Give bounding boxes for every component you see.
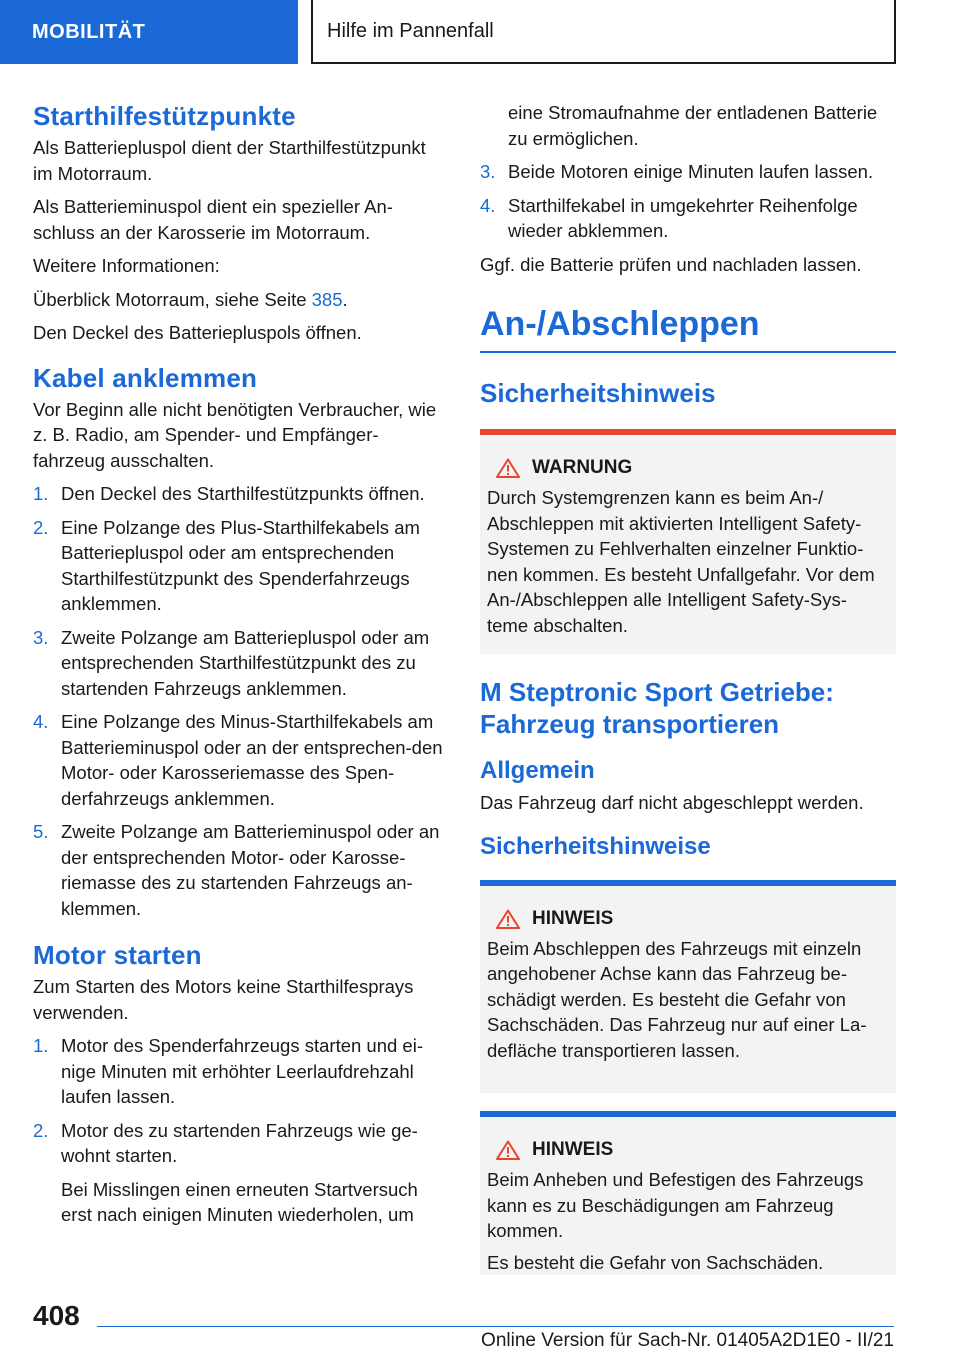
footer-divider xyxy=(97,1326,894,1327)
step-number: 1. xyxy=(33,483,49,504)
paragraph: Weitere Informationen: xyxy=(33,255,220,276)
kabel-steps-list xyxy=(33,481,443,921)
right-column xyxy=(480,100,896,1275)
warning-triangle-icon xyxy=(496,1140,520,1160)
heading-sicherheitshinweis: Sicherheitshinweis xyxy=(480,378,716,408)
list-item xyxy=(33,625,443,702)
header-chapter xyxy=(311,0,896,64)
list-item xyxy=(480,159,896,185)
step-number: 4. xyxy=(480,194,496,216)
list-item xyxy=(33,709,443,811)
warning-text: Durch Systemgrenzen kann es beim An-/ Abschleppen mit aktivierten Intelligent Safety-Systemen zu Fehlverhalten einzelner Funktio-nen kommen. Es besteht Unfallgefahr. Vor dem An-/Abschleppen alle Intelligent Safety-Sys-teme abschalten. xyxy=(487,487,875,636)
page-link[interactable]: 385 xyxy=(311,288,343,310)
paragraph: Das Fahrzeug darf nicht abgeschleppt werden. xyxy=(480,792,864,813)
note-text: Es besteht die Gefahr von Sachschäden. xyxy=(487,1251,824,1273)
header-section xyxy=(0,0,298,64)
page-number: 408 xyxy=(33,1300,80,1331)
footer-version: Online Version für Sach-Nr. 01405A2D1E0 - II/21 xyxy=(481,1330,894,1351)
continued-steps-list xyxy=(480,100,896,244)
left-column xyxy=(33,100,443,1236)
paragraph: Als Batterieminuspol dient ein spezieller An-schluss an der Karosserie im Motorraum. xyxy=(33,196,393,243)
paragraph: Als Batteriepluspol dient der Starthilfestützpunkt im Motorraum. xyxy=(33,137,426,184)
heading-m-steptronic: M Steptronic Sport Getriebe: Fahrzeug transportieren xyxy=(480,677,834,739)
header-section-label: MOBILITÄT xyxy=(32,20,146,43)
heading-an-abschleppen: An-/Abschleppen xyxy=(480,303,896,353)
list-item xyxy=(480,193,896,244)
warning-box xyxy=(480,429,896,654)
reference-end: . xyxy=(342,288,348,310)
heading-starthilfestuetzpunkte: Starthilfestützpunkte xyxy=(33,101,296,131)
list-item xyxy=(33,1033,443,1110)
reference-text: Überblick Motorraum, siehe Seite xyxy=(33,288,312,310)
step-text: Eine Polzange des Minus-Starthilfekabels am Batterieminuspol oder an der entsprechen-den Motor- oder Karosseriemasse des Spen-derfahrzeugs anklemmen. xyxy=(61,711,443,809)
note-label: HINWEIS xyxy=(532,1139,614,1160)
list-item xyxy=(33,1118,443,1228)
note-label: HINWEIS xyxy=(532,907,614,929)
warning-triangle-icon xyxy=(496,458,520,478)
list-item xyxy=(33,481,443,507)
step-number: 4. xyxy=(33,711,49,732)
note-title xyxy=(487,886,888,936)
paragraph-reference xyxy=(33,287,443,313)
step-extra-text: Bei Misslingen einen erneuten Startversuch erst nach einigen Minuten wiederholen, um xyxy=(61,1178,418,1225)
paragraph: Zum Starten des Motors keine Starthilfesprays verwenden. xyxy=(33,976,414,1023)
list-item xyxy=(33,515,443,617)
step-text: Den Deckel des Starthilfestützpunkts öffnen. xyxy=(61,483,425,504)
step-text: Beide Motoren einige Minuten laufen lassen. xyxy=(508,161,874,182)
step-number: 5. xyxy=(33,821,49,842)
step-text: Zweite Polzange am Batterieminuspol oder an der entsprechenden Motor- oder Karosse-riemasse des zu startenden Fahrzeugs an-klemmen. xyxy=(61,821,440,919)
heading-kabel-anklemmen: Kabel anklemmen xyxy=(33,362,258,393)
step-text: Eine Polzange des Plus-Starthilfekabels am Batteriepluspol oder am entsprechenden Starthilfestützpunkt des Spenderfahrzeugs anklemmen. xyxy=(61,516,420,614)
note-text: Beim Abschleppen des Fahrzeugs mit einzeln angehobener Achse kann das Fahrzeug be-schädigt werden. Es besteht die Gefahr von Sachschäden. Das Fahrzeug nur auf einer La-defläche transportieren lassen. xyxy=(487,937,867,1061)
paragraph: Vor Beginn alle nicht benötigten Verbraucher, wie z. B. Radio, am Spender- und Empfänger-fahrzeug ausschalten. xyxy=(33,398,437,471)
note-title xyxy=(487,1117,888,1167)
step-number: 3. xyxy=(33,626,49,648)
heading-allgemein: Allgemein xyxy=(480,757,595,784)
warning-label: WARNUNG xyxy=(532,457,633,478)
note-box xyxy=(480,1111,896,1275)
step-number: 1. xyxy=(33,1035,49,1056)
step-text: Motor des zu startenden Fahrzeugs wie ge-wohnt starten. xyxy=(61,1119,418,1166)
step-text: Motor des Spenderfahrzeugs starten und ei-nige Minuten mit erhöhter Leerlaufdrehzahl laufen lassen. xyxy=(61,1035,423,1107)
note-text: Beim Anheben und Befestigen des Fahrzeugs kann es zu Beschädigungen am Fahrzeug kommen. xyxy=(487,1169,864,1241)
paragraph: Den Deckel des Batteriepluspols öffnen. xyxy=(33,322,362,343)
continued-text: eine Stromaufnahme der entladenen Batterie zu ermöglichen. xyxy=(508,102,878,149)
warning-triangle-icon xyxy=(496,909,520,929)
warning-title xyxy=(487,435,888,485)
heading-motor-starten: Motor starten xyxy=(33,940,202,970)
step-number: 3. xyxy=(480,161,496,182)
note-box xyxy=(480,880,896,1094)
list-item xyxy=(33,819,443,921)
step-text: Zweite Polzange am Batteriepluspol oder am entsprechenden Starthilfestützpunkt des zu startenden Fahrzeugs anklemmen. xyxy=(61,626,430,699)
list-item-continued xyxy=(480,100,896,151)
paragraph: Ggf. die Batterie prüfen und nachladen lassen. xyxy=(480,253,862,275)
step-number: 2. xyxy=(33,516,49,538)
step-text: Starthilfekabel in umgekehrter Reihenfolge wieder abklemmen. xyxy=(508,194,858,241)
step-number: 2. xyxy=(33,1119,49,1141)
heading-sicherheitshinweise: Sicherheitshinweise xyxy=(480,832,711,860)
header-chapter-label: Hilfe im Pannenfall xyxy=(327,19,494,42)
motor-steps-list xyxy=(33,1033,443,1228)
